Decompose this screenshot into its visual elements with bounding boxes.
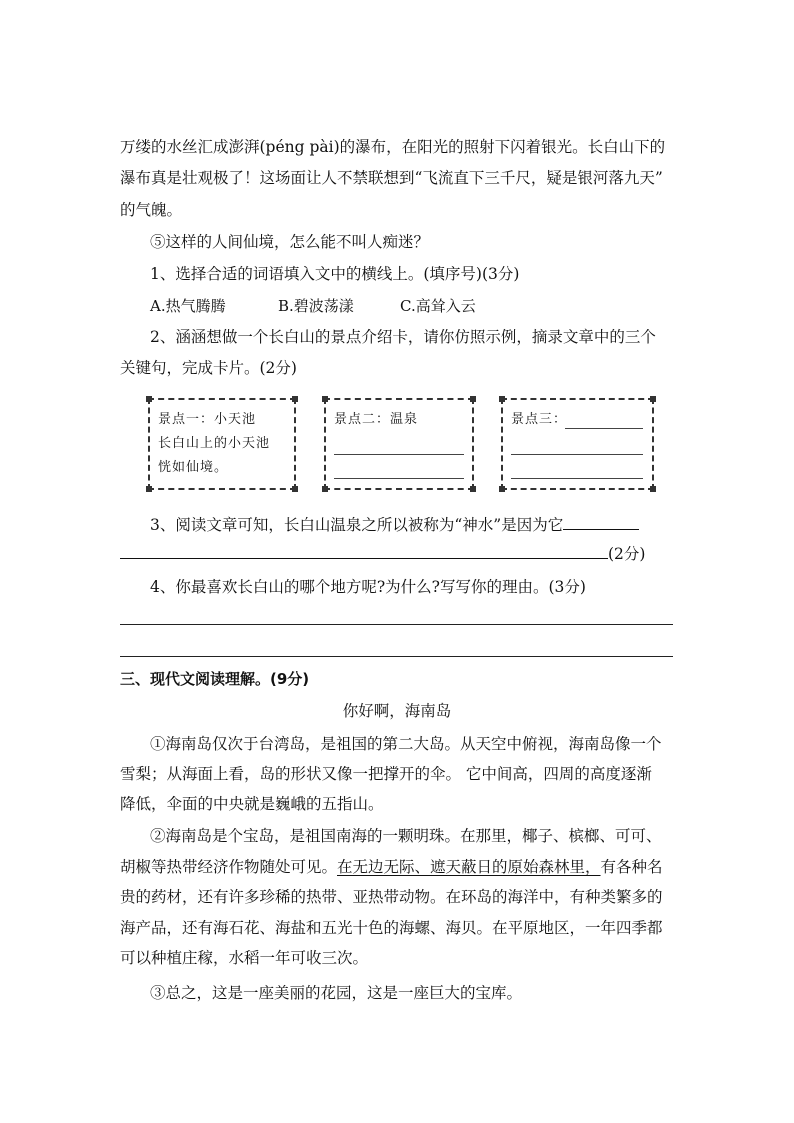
passage-line: 万缕的水丝汇成澎湃(péng pài)的瀑布，在阳光的照射下闪着银光。长白山下的 — [120, 138, 666, 156]
question-3-score: (2分) — [608, 545, 646, 563]
paragraph-2: ②海南岛是个宝岛，是祖国南海的一颗明珠。在那里，椰子、槟榔、可可、 — [150, 827, 662, 845]
answer-blank[interactable] — [120, 542, 608, 559]
underlined-phrase: 在无边无际、遮天蔽日的原始森林里， — [337, 858, 601, 876]
card-1-title: 景点一：小天池 — [158, 412, 257, 427]
card-1-body: 长白山上的小天池 — [158, 436, 271, 451]
option-b: B.碧波荡漾 — [278, 297, 354, 315]
scenic-card-3 — [501, 398, 654, 490]
section-heading: 三、现代文阅读理解。(9分) — [120, 670, 310, 688]
answer-line[interactable] — [120, 624, 673, 625]
paragraph-2-text: 胡椒等热带经济作物随处可见。 — [120, 858, 338, 876]
paragraph-2-line — [120, 856, 663, 878]
card-1-body: 恍如仙境。 — [158, 460, 229, 475]
paragraph-3: ③总之，这是一座美丽的花园，这是一座巨大的宝库。 — [150, 984, 523, 1002]
paragraph-2-line: 贵的药材，还有许多珍稀的热带、亚热带动物。在环岛的海洋中，有种类繁多的 — [120, 888, 663, 906]
passage-line: 的气魄。 — [120, 201, 183, 219]
passage-paragraph-5: ⑤这样的人间仙境，怎么能不叫人痴迷？ — [150, 233, 430, 251]
option-a: A.热气腾腾 — [150, 297, 226, 315]
scenic-card-1 — [148, 398, 296, 490]
passage-title: 你好啊，海南岛 — [342, 702, 452, 720]
paragraph-1: ①海南岛仅次于台湾岛，是祖国的第二大岛。从天空中俯视，海南岛像一个 — [150, 735, 662, 753]
question-2-cont: 关键句，完成卡片。(2分) — [120, 359, 297, 377]
paragraph-1-line: 雪梨；从海面上看，岛的形状又像一把撑开的伞。 它中间高，四周的高度逐渐 — [120, 765, 652, 783]
paragraph-2-line: 海产品，还有海石花、海盐和五光十色的海螺、海贝。在平原地区，一年四季都 — [120, 919, 663, 937]
answer-line[interactable] — [511, 478, 643, 479]
answer-blank[interactable] — [563, 513, 639, 530]
answer-line[interactable] — [565, 428, 643, 429]
question-4: 4、你最喜欢长白山的哪个地方呢?为什么?写写你的理由。(3分) — [150, 578, 586, 596]
answer-line[interactable] — [334, 454, 464, 455]
question-2: 2、涵涵想做一个长白山的景点介绍卡，请你仿照示例，摘录文章中的三个 — [150, 328, 656, 346]
question-3 — [150, 513, 639, 536]
question-3-text: 3、阅读文章可知，长白山温泉之所以被称为“神水”是因为它 — [150, 516, 564, 534]
answer-line[interactable] — [334, 478, 464, 479]
answer-line[interactable] — [511, 454, 643, 455]
passage-line: 瀑布真是壮观极了！这场面让人不禁联想到“飞流直下三千尺，疑是银河落九天” — [120, 169, 663, 187]
question-1: 1、选择合适的词语填入文中的横线上。(填序号)(3分) — [150, 265, 520, 283]
card-3-title: 景点三： — [511, 412, 568, 427]
paragraph-2-line: 可以种植庄稼，水稻一年可收三次。 — [120, 949, 369, 967]
question-3-cont — [120, 542, 645, 565]
answer-line[interactable] — [120, 656, 673, 657]
card-2-title: 景点二：温泉 — [334, 412, 419, 427]
paragraph-1-line: 降低，伞面的中央就是巍峨的五指山。 — [120, 795, 384, 813]
paragraph-2-text: 有各种名 — [600, 858, 663, 876]
option-c: C.高耸入云 — [400, 297, 476, 315]
scenic-card-2 — [324, 398, 474, 490]
